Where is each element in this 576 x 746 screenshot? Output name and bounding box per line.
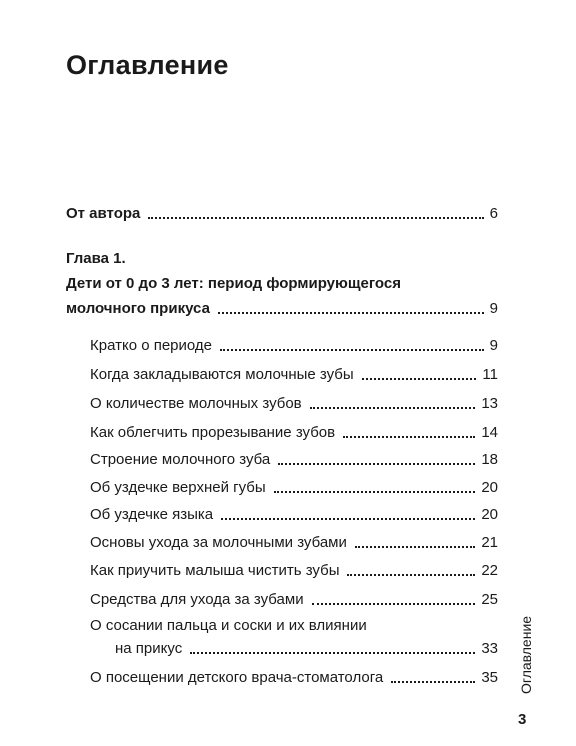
toc-entry[interactable] — [90, 475, 498, 497]
toc-entry[interactable] — [90, 587, 498, 609]
toc-entry[interactable] — [90, 530, 498, 552]
dot-leader — [220, 349, 484, 351]
chapter-number: Глава 1. — [66, 250, 126, 267]
toc-entry-page: 9 — [489, 300, 498, 317]
toc-entry-chapter[interactable] — [66, 296, 498, 318]
toc-entry-label-line1: О сосании пальца и соски и их влиянии — [90, 617, 367, 634]
toc-entry-author[interactable] — [66, 201, 498, 223]
toc-entry[interactable] — [90, 447, 498, 469]
toc-entry-label: Как облегчить прорезывание зубов — [90, 424, 336, 441]
toc-entry[interactable] — [115, 636, 498, 658]
dot-leader — [218, 312, 484, 314]
toc-entry-label: Строение молочного зуба — [90, 451, 271, 468]
toc-entry[interactable] — [90, 665, 498, 687]
toc-entry-page: 20 — [481, 506, 498, 523]
dot-leader — [347, 574, 475, 576]
toc-entry[interactable] — [90, 558, 498, 580]
toc-entry-label: От автора — [66, 205, 141, 222]
chapter-title-line1: Дети от 0 до 3 лет: период формирующегося — [66, 275, 401, 292]
toc-entry[interactable] — [90, 333, 498, 355]
toc-entry[interactable] — [90, 362, 498, 384]
toc-entry-page: 11 — [482, 366, 498, 383]
toc-entry-label: Средства для ухода за зубами — [90, 591, 304, 608]
toc-entry-page: 13 — [481, 395, 498, 412]
toc-entry-label: на прикус — [115, 640, 183, 657]
dot-leader — [310, 407, 476, 409]
toc-entry-label: О количестве молочных зубов — [90, 395, 302, 412]
toc-entry-page: 18 — [481, 451, 498, 468]
toc-entry-label: Об уздечке верхней губы — [90, 479, 266, 496]
toc-entry-page: 33 — [481, 640, 498, 657]
toc-entry[interactable] — [90, 420, 498, 442]
dot-leader — [190, 652, 475, 654]
dot-leader — [362, 378, 477, 380]
dot-leader — [355, 546, 475, 548]
toc-entry-label: Основы ухода за молочными зубами — [90, 534, 347, 551]
toc-entry[interactable] — [90, 502, 498, 524]
chapter-title-line2: молочного прикуса — [66, 300, 210, 317]
toc-entry-label: Кратко о периоде — [90, 337, 213, 354]
dot-leader — [221, 518, 475, 520]
toc-entry-page: 20 — [481, 479, 498, 496]
page-title: Оглавление — [66, 50, 229, 80]
dot-leader — [312, 603, 476, 605]
toc-entry-page: 9 — [489, 337, 498, 354]
dot-leader — [278, 463, 475, 465]
dot-leader — [391, 681, 475, 683]
page-number: 3 — [518, 711, 527, 728]
toc-entry-page: 6 — [489, 205, 498, 222]
toc-entry-page: 22 — [481, 562, 498, 579]
toc-entry-label: Об уздечке языка — [90, 506, 214, 523]
dot-leader — [343, 436, 475, 438]
toc-entry-page: 25 — [481, 591, 498, 608]
toc-entry-page: 21 — [481, 534, 498, 551]
toc-entry-page: 35 — [481, 669, 498, 686]
toc-entry-label: Когда закладываются молочные зубы — [90, 366, 354, 383]
toc-entry[interactable] — [90, 391, 498, 413]
toc-entry-page: 14 — [481, 424, 498, 441]
toc-entry-label: О посещении детского врача-стоматолога — [90, 669, 384, 686]
dot-leader — [148, 217, 483, 219]
dot-leader — [274, 491, 476, 493]
toc-entry-label: Как приучить малыша чистить зубы — [90, 562, 340, 579]
running-head: Оглавление — [518, 615, 534, 694]
